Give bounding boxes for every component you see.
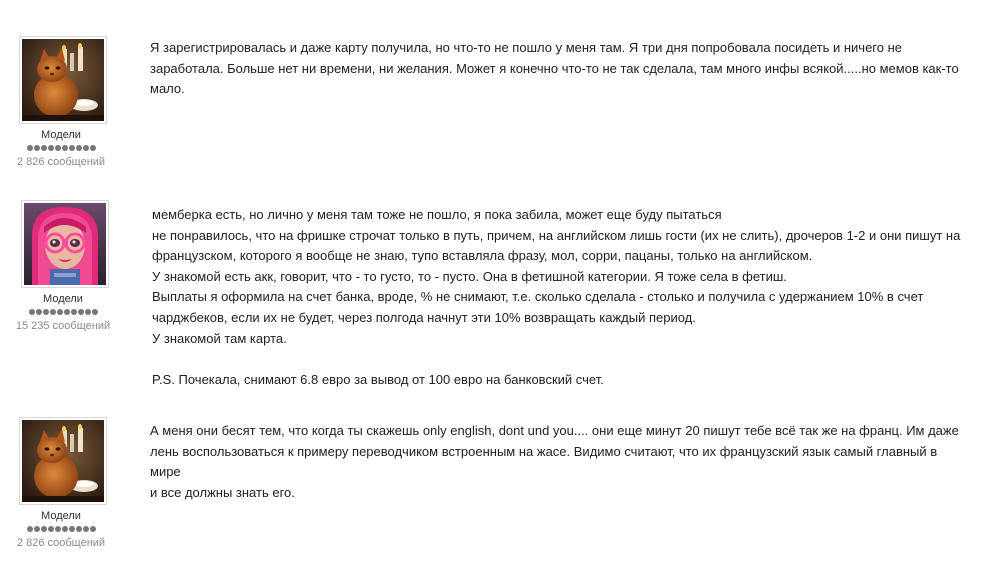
rank-pip — [76, 145, 82, 151]
rank-pip — [50, 309, 56, 315]
message-line: заработала. Больше нет ни времени, ни желания. Может я конечно что-то не так сделала, там много инфы всякой.....но мемов как-то — [150, 60, 959, 76]
rank-pip — [64, 309, 70, 315]
post-message — [150, 38, 962, 100]
rank-pip — [34, 526, 40, 532]
rank-pip — [36, 309, 42, 315]
message-line: чарджбеков, если их не будет, через полгода начнут эти 10% возвращать каждый период. — [152, 309, 696, 325]
rank-pip — [62, 526, 68, 532]
doll-avatar-icon — [24, 203, 106, 285]
rank-pip — [48, 145, 54, 151]
user-rank: Модели — [41, 510, 81, 522]
rank-pips — [0, 524, 122, 533]
rank-pip — [69, 145, 75, 151]
message-line: У знакомой есть акк, говорит, что - то густо, то - пусто. Она в фетишной категории. Я тоже села в фетиш. — [152, 268, 787, 284]
post-author — [2, 200, 124, 333]
post-message — [150, 421, 962, 503]
rank-pip — [41, 526, 47, 532]
rank-pips — [2, 307, 124, 316]
rank-pip — [48, 526, 54, 532]
cat-avatar-icon — [22, 39, 104, 121]
user-rank: Модели — [41, 129, 81, 141]
avatar[interactable] — [19, 417, 107, 505]
post-count: 15 235 сообщений — [15, 320, 111, 332]
message-line: и все должны знать его. — [150, 484, 295, 500]
rank-pip — [55, 526, 61, 532]
post-count: 2 826 сообщений — [16, 156, 106, 168]
rank-pip — [27, 526, 33, 532]
rank-pip — [62, 145, 68, 151]
message-line: мемберка есть, но лично у меня там тоже не пошло, я пока забила, может еще буду пытаться — [152, 207, 722, 222]
rank-pip — [34, 145, 40, 151]
avatar[interactable] — [19, 36, 107, 124]
rank-pip — [41, 145, 47, 151]
avatar[interactable] — [21, 200, 109, 288]
rank-pip — [29, 309, 35, 315]
rank-pip — [92, 309, 98, 315]
post-author — [0, 417, 122, 550]
message-line: французском, которого я вообще не знаю, тупо вставляла фразу, мол, сорри, пацаны, только на английском. — [152, 248, 813, 264]
rank-pip — [83, 145, 89, 151]
message-line: Я зарегистрировалась и даже карту получила, но что-то не пошло у меня там. Я три дня попробовала посидеть и ничего не — [150, 40, 903, 55]
message-line: мало. — [150, 81, 185, 97]
cat-avatar-icon — [22, 420, 104, 502]
rank-pip — [57, 309, 63, 315]
rank-pip — [27, 145, 33, 151]
message-line: не понравилось, что на фришке строчат только в путь, причем, на английском лишь гости (их не слить), дрочеров 1-2 и они пишут на — [152, 227, 961, 243]
message-line: А меня они бесят тем, что когда ты скажешь only english, dont und you.... они еще минут 20 пишут тебе всё так же на франц. Им даже — [150, 423, 959, 438]
rank-pip — [83, 526, 89, 532]
rank-pip — [71, 309, 77, 315]
message-line: У знакомой там карта. — [152, 330, 287, 346]
rank-pip — [55, 145, 61, 151]
rank-pip — [90, 526, 96, 532]
rank-pip — [69, 526, 75, 532]
rank-pip — [90, 145, 96, 151]
message-postscript: P.S. Почекала, снимают 6.8 евро за вывод от 100 евро на банковский счет. — [152, 371, 604, 387]
rank-pip — [43, 309, 49, 315]
post-author — [0, 36, 122, 169]
rank-pip — [78, 309, 84, 315]
rank-pip — [76, 526, 82, 532]
rank-pip — [85, 309, 91, 315]
message-line: Выплаты я оформила на счет банка, вроде, % не снимают, т.е. сколько сделала - столько и получила с удержанием 10% в счет — [152, 289, 924, 305]
user-rank: Модели — [43, 293, 83, 305]
post-message — [152, 205, 964, 390]
rank-pips — [0, 143, 122, 152]
message-line: лень воспользоваться к примеру переводчиком встроенным на жасе. Видимо считают, что их французский язык самый главный в мире — [150, 443, 938, 480]
post-count: 2 826 сообщений — [16, 537, 106, 549]
